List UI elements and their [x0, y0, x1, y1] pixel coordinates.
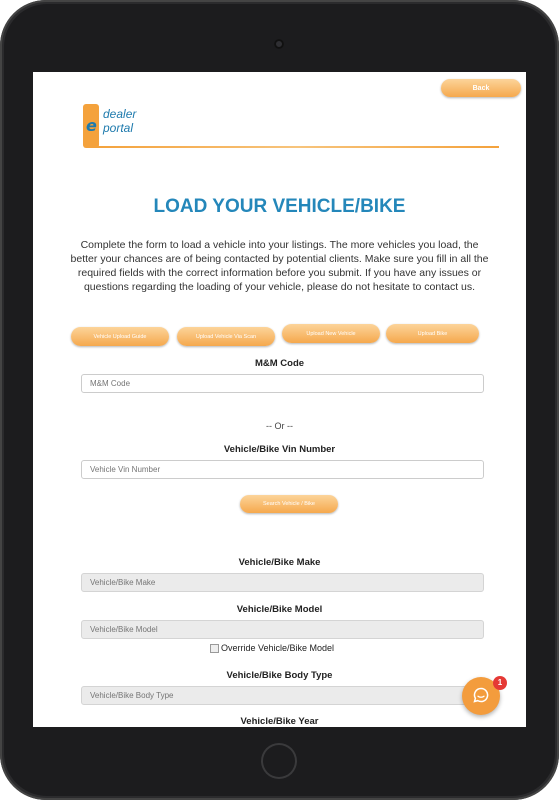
chat-bubble-icon [473, 687, 489, 703]
intro-text: Complete the form to load a vehicle into your listings. The more vehicles you load, the better your chances are of being contacted by potential clients. Make sure you fill in all the required fields with the correct information before you submit. If you have any issues or questions regarding the loading of your vehicle, please do not hesitate to contact us. [70, 239, 489, 293]
model-label: Vehicle/Bike Model [236, 604, 323, 615]
page-title: LOAD YOUR VEHICLE/BIKE [153, 196, 406, 217]
logo-text [103, 108, 136, 134]
screen [33, 72, 526, 727]
logo-line2: portal [103, 121, 134, 135]
header-divider [95, 146, 499, 148]
search-vehicle-button[interactable]: Search Vehicle / Bike [240, 495, 338, 513]
override-model-checkbox-box[interactable] [210, 644, 219, 653]
or-separator: -- Or -- [266, 421, 293, 431]
tab-upload-via-scan[interactable]: Upload Vehicle Via Scan [177, 327, 275, 346]
tab-vehicle-upload-guide[interactable]: Vehicle Upload Guide [71, 327, 169, 346]
vin-label: Vehicle/Bike Vin Number [223, 444, 336, 455]
override-model-checkbox[interactable] [210, 643, 334, 653]
year-label: Vehicle/Bike Year [240, 716, 319, 727]
tab-upload-bike[interactable]: Upload Bike [386, 324, 479, 343]
override-model-label: Override Vehicle/Bike Model [221, 643, 335, 653]
chat-notification-badge: 1 [493, 676, 507, 690]
vin-input[interactable] [81, 460, 484, 479]
tab-upload-new-vehicle[interactable]: Upload New Vehicle [282, 324, 380, 343]
camera-icon [274, 39, 284, 49]
make-label: Vehicle/Bike Make [238, 557, 321, 568]
back-button[interactable]: Back [441, 79, 521, 97]
logo-letter: e [86, 116, 97, 135]
home-button[interactable] [261, 743, 297, 779]
mm-code-input[interactable] [81, 374, 484, 393]
body-type-input [81, 686, 484, 705]
model-input [81, 620, 484, 639]
dealer-portal-logo [83, 104, 137, 148]
logo-line1: dealer [103, 107, 137, 121]
mm-code-label: M&M Code [254, 358, 305, 369]
make-input [81, 573, 484, 592]
body-type-label: Vehicle/Bike Body Type [226, 670, 333, 681]
